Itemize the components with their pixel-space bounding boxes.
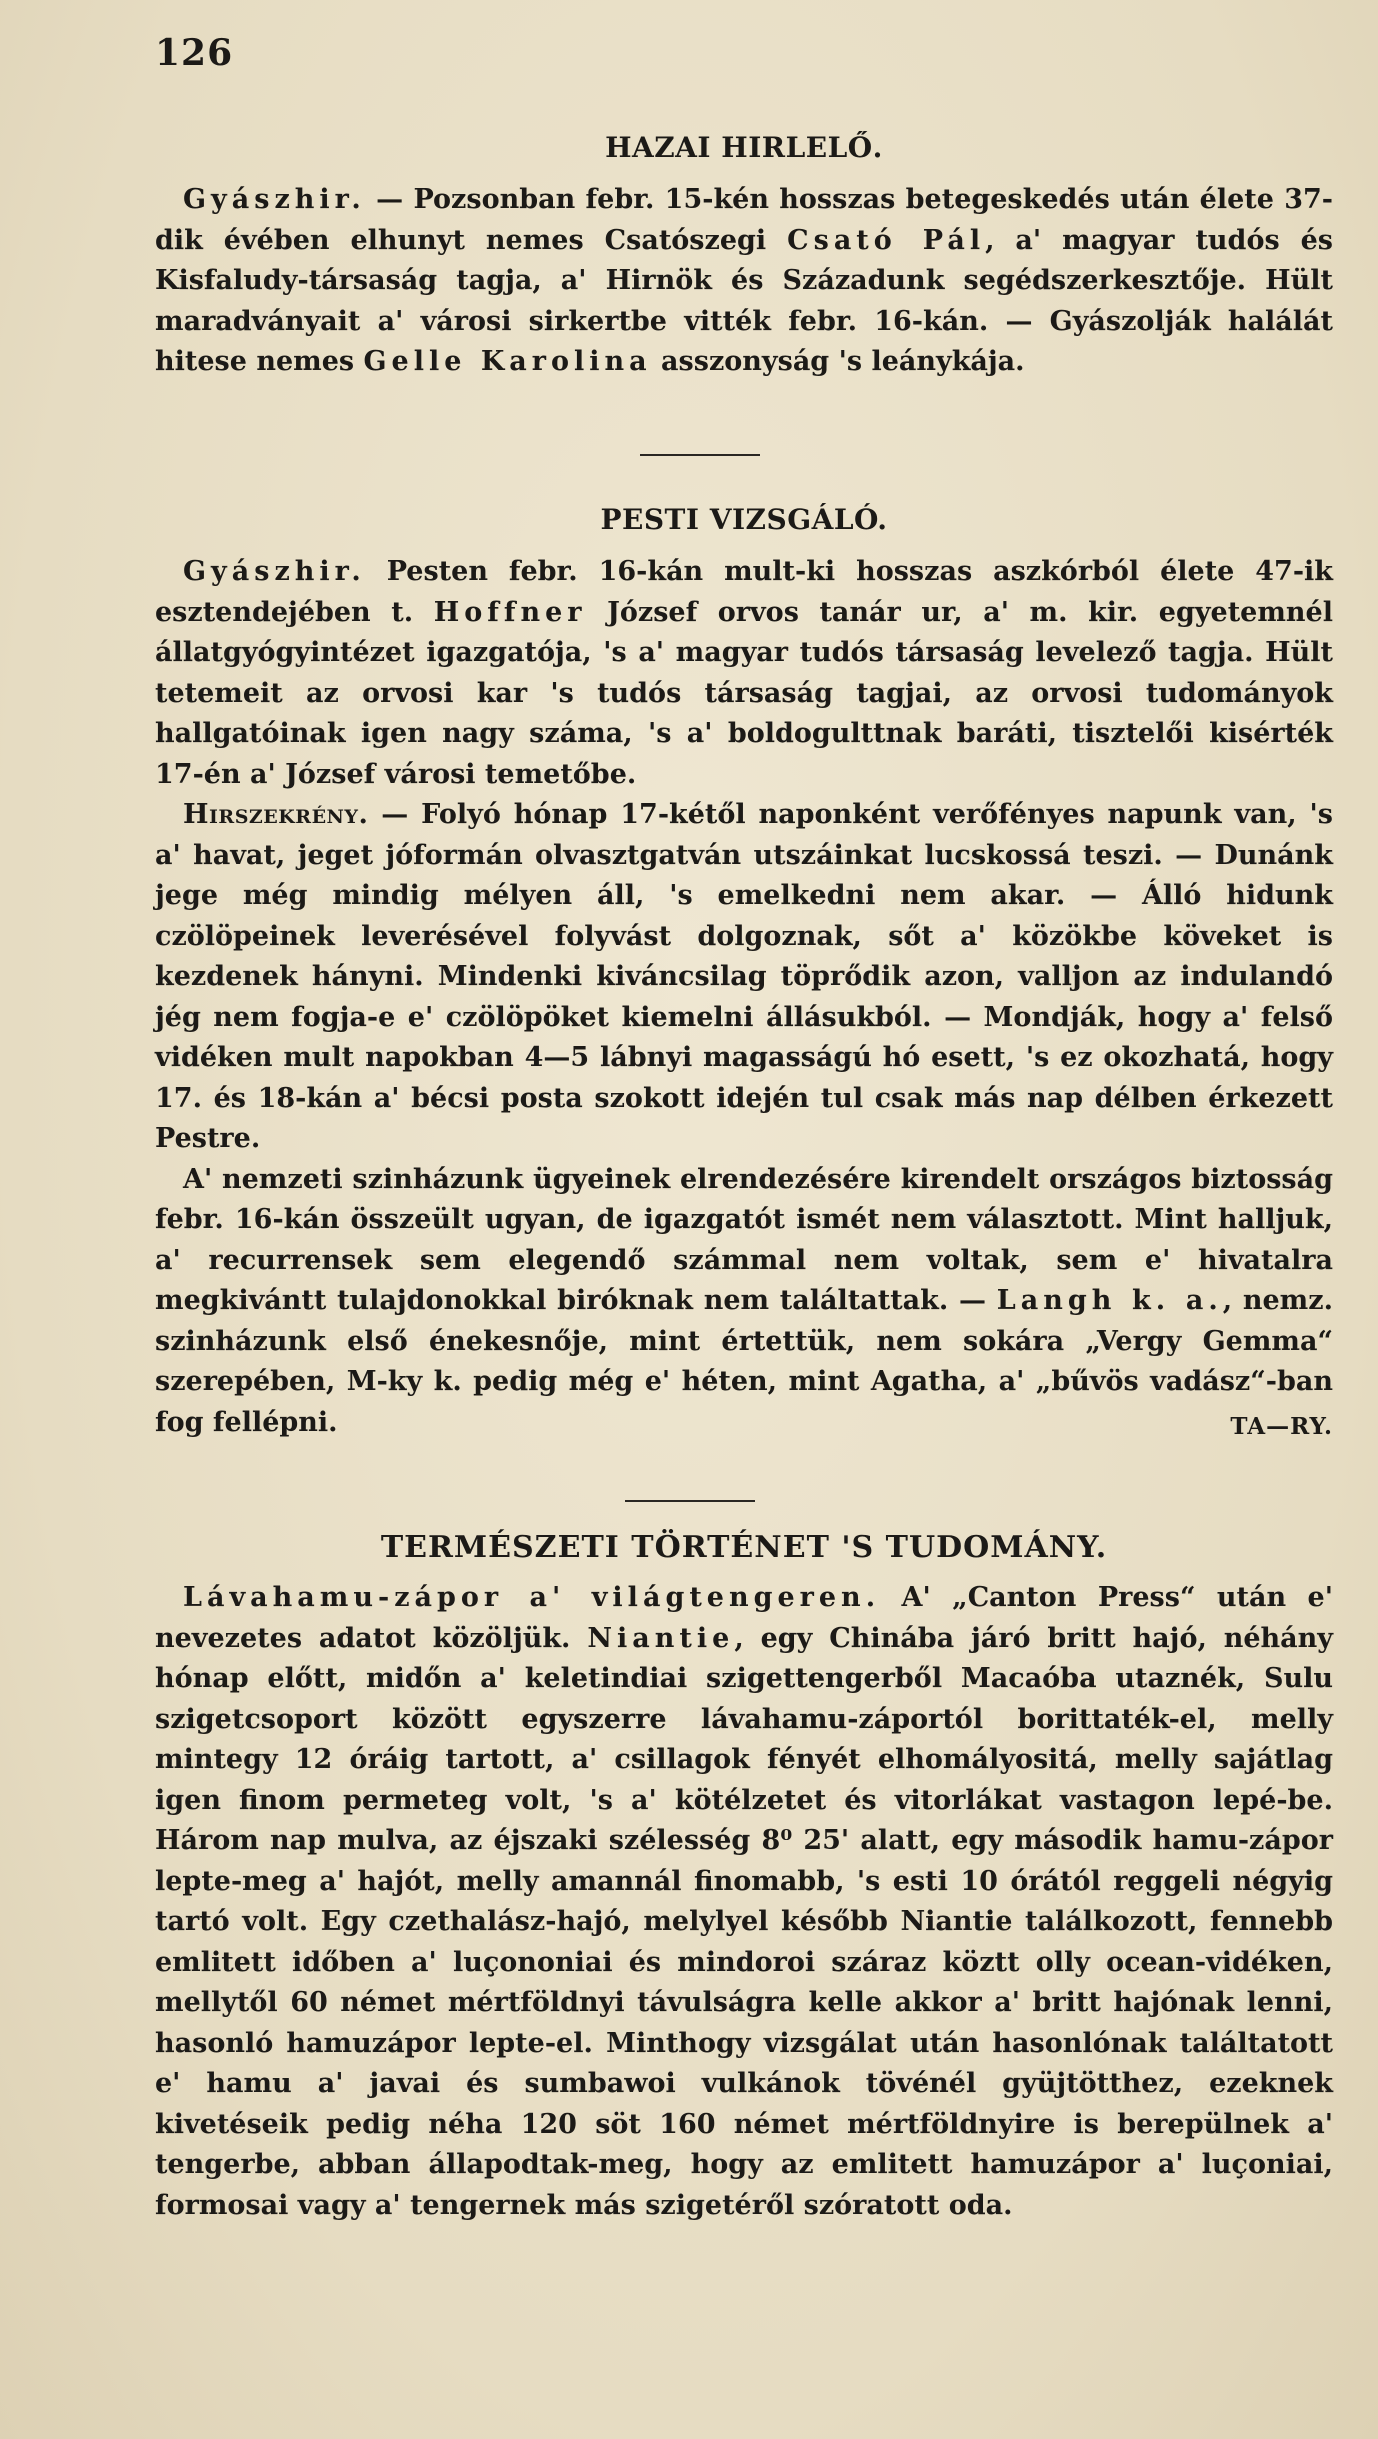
section-heading: HAZAI HIRLELŐ. — [605, 131, 883, 164]
section-hazai-hirlelo — [155, 128, 1333, 383]
text-run: — Pozsonban febr. 15-kén hosszas betegeskedés után élete 37-dik évében elhunyt nemes Csatószegi — [155, 184, 1333, 256]
lead-term: Gyászhir. — [183, 556, 366, 587]
text-run: , egy Chinába járó britt hajó, néhány hónap előtt, midőn a' keletindiai szigettengerből Macaóba utaznék, Sulu szigetcsoport között egyszerre lávahamu-záportól borittaték-el, melly mintegy 12 óráig tartott, a' csillagok fényét elhomályositá, melly sajátlag igen finom permeteg volt, 's a' kötélzetet és vitorlákat vastagon lepé-be. Három nap mulva, az éjszaki szélesség 8⁰ 25' alatt, egy második hamu-zápor lepte-meg a' hajót, melly amannál finomabb, 's esti 10 órától reggeli négyig tartó volt. Egy czethalász-hajó, melylyel később Niantie találkozott, fennebb emlitett időben a' luçononiai és mindoroi száraz köztt olly ocean-vidéken, mellytől 60 német mértföldnyi távulságra kelle akkor a' britt hajónak lenni, hasonló hamuzápor lepte-el. Minthogy vizsgálat után hasonlónak találtatott e' hamu a' javai és sumbawoi vulkánok tövénél gyüjtötthez, ezeknek kivetéseik pedig néha 120 söt 160 német mértföldnyire is berepülnek a' tengerbe, abban állapodtak-meg, hogy az emlitett hamuzápor a' luçoniai, formosai vagy a' tengernek más szigetéről szóratott oda. — [155, 1622, 1333, 2221]
text-run: , a' magyar tudós és Kisfaludy-társaság tagja, a' Hirnök és Századunk segédszerkesztője. Hült maradványait a' városi sirkertbe vitték febr. 16-kán. — Gyászolják halálát hitese nemes — [155, 224, 1333, 377]
person-name: Langh k. a. — [996, 1285, 1223, 1316]
paragraph — [155, 1578, 1333, 2226]
text-run: Pesten febr. 16-kán mult-ki hosszas aszkórból élete 47-ik esztendejében t. — [155, 556, 1333, 628]
divider — [640, 454, 760, 456]
lead-term: Hirszekrény. — [183, 799, 369, 830]
paragraph — [155, 180, 1333, 383]
text-run: A' „Canton Press“ után e' nevezetes adatot közöljük. — [155, 1582, 1333, 1654]
divider — [625, 1500, 755, 1502]
paragraph — [155, 795, 1333, 1160]
text-run: A' nemzeti szinházunk ügyeinek elrendezésére kirendelt országos biztosság febr. 16-kán összeült ugyan, de igazgatót ismét nem választott. Mint halljuk, a' recurrensek sem elegendő számmal nem voltak, sem e' hivatalra megkivántt tulajdonokkal biróknak nem találtattak. — — [155, 1163, 1333, 1316]
section-heading: TERMÉSZETI TÖRTÉNET 'S TUDOMÁNY. — [380, 1530, 1108, 1565]
person-name: Hoffner — [433, 596, 587, 628]
text-run: — Folyó hónap 17-kétől naponként verőfényes napunk van, 's a' havat, jeget jóformán olvasztgatván utszáinkat lucskossá teszi. — Dunánk jege még mindig mélyen áll, 's emelkedni nem akar. — Álló hidunk czölöpeinek leverésével folyvást dolgoznak, sőt a' közökbe köveket is kezdenek hányni. Mindenki kiváncsilag töprődik azon, valljon az indulandó jég nem fogja-e e' czölöpöket kiemelni állásukból. — Mondják, hogy a' felső vidéken mult napokban 4—5 lábnyi magasságú hó esett, 's ez okozhatá, hogy 17. és 18-kán a' bécsi posta szokott idején tul csak más nap délben érkezett Pestre. — [155, 799, 1333, 1154]
text-run: asszonyság 's leánykája. — [651, 346, 1025, 377]
paragraph — [155, 552, 1333, 795]
section-heading: PESTI VIZSGÁLÓ. — [600, 503, 888, 536]
section-termeszeti-tortenet — [155, 1528, 1333, 2226]
lead-term: Lávahamu-zápor a' világtengeren. — [183, 1582, 881, 1613]
section-pesti-vizsgalo — [155, 500, 1333, 1447]
text-run: József orvos tanár ur, a' m. kir. egyetemnél állatgyógyintézet igazgatója, 's a' magyar tudós társaság levelező tagja. Hült tetemeit az orvosi kar 's tudós társaság tagjai, az orvosi tudományok hallgatóinak igen nagy száma, 's a' boldogulttnak baráti, tisztelői kisérték 17-én a' József városi temetőbe. — [155, 596, 1333, 790]
lead-term: Gyászhir. — [183, 184, 366, 215]
person-name: Csató Pál — [787, 224, 986, 256]
signature: TA—RY. — [1230, 1412, 1333, 1440]
person-name: Gelle Karolina — [363, 346, 652, 377]
ship-name: Niantie — [587, 1622, 735, 1654]
paragraph — [155, 1160, 1333, 1444]
text-run: , nemz. szinházunk első énekesnője, mint értettük, nem sokára „Vergy Gemma“ szerepében, M-ky k. pedig még e' héten, mint Agatha, a' „bűvös vadász“-ban fog fellépni. — [155, 1285, 1333, 1438]
page-number: 126 — [155, 32, 234, 74]
